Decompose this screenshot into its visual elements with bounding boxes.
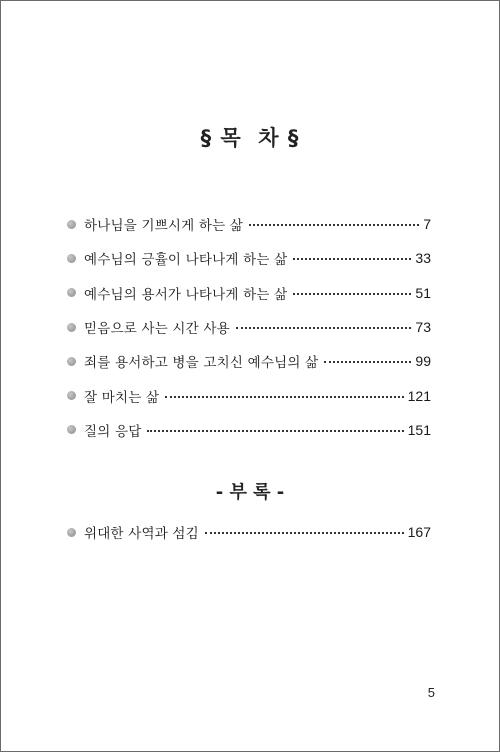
toc-item[interactable] <box>67 378 431 412</box>
dot-leader <box>147 430 403 432</box>
toc-item[interactable] <box>67 276 431 310</box>
bullet-icon <box>67 254 76 263</box>
toc-item-page: 121 <box>407 387 431 404</box>
toc-item-title: 위대한 사역과 섬김 <box>84 526 199 543</box>
dot-leader <box>293 293 411 295</box>
bullet-icon <box>67 357 76 366</box>
toc-item-page: 167 <box>407 524 431 541</box>
dot-leader <box>165 396 403 398</box>
dot-leader <box>293 258 411 260</box>
toc-item-page: 151 <box>407 421 431 438</box>
dot-leader <box>205 532 404 534</box>
toc-item-title: 하나님을 기쁘시게 하는 삶 <box>84 218 244 235</box>
toc-item[interactable] <box>67 241 431 275</box>
dot-leader <box>324 361 411 363</box>
toc-item-title: 죄를 용서하고 병을 고치신 예수님의 삶 <box>84 355 319 372</box>
toc-item-page: 7 <box>423 216 431 233</box>
toc-item[interactable] <box>67 413 431 447</box>
appendix-title: - 부 록 - <box>215 482 285 503</box>
bullet-icon <box>67 425 76 434</box>
toc-item-title: 잘 마치는 삶 <box>84 389 160 406</box>
toc-item-title: 질의 응답 <box>84 423 142 440</box>
toc-item-title: 예수님의 긍휼이 나타나게 하는 삶 <box>84 252 288 269</box>
toc-item[interactable] <box>67 207 431 241</box>
toc-item-page: 33 <box>415 250 431 267</box>
bullet-icon <box>67 288 76 297</box>
toc-item[interactable] <box>67 344 431 378</box>
page-number: 5 <box>427 685 435 700</box>
dot-leader <box>249 224 419 226</box>
bullet-icon <box>67 391 76 400</box>
toc-item-page: 99 <box>415 353 431 370</box>
toc-list <box>67 207 431 447</box>
toc-item-title: 예수님의 용서가 나타나게 하는 삶 <box>84 286 288 303</box>
toc-item-page: 51 <box>415 284 431 301</box>
toc-item-page: 73 <box>415 319 431 336</box>
toc-item[interactable] <box>67 515 431 549</box>
toc-title: § 목 차 § <box>200 126 300 150</box>
appendix-list <box>67 515 431 549</box>
bullet-icon <box>67 528 76 537</box>
toc-item-title: 믿음으로 사는 시간 사용 <box>84 321 230 338</box>
toc-item[interactable] <box>67 310 431 344</box>
bullet-icon <box>67 220 76 229</box>
dot-leader <box>236 327 412 329</box>
bullet-icon <box>67 323 76 332</box>
